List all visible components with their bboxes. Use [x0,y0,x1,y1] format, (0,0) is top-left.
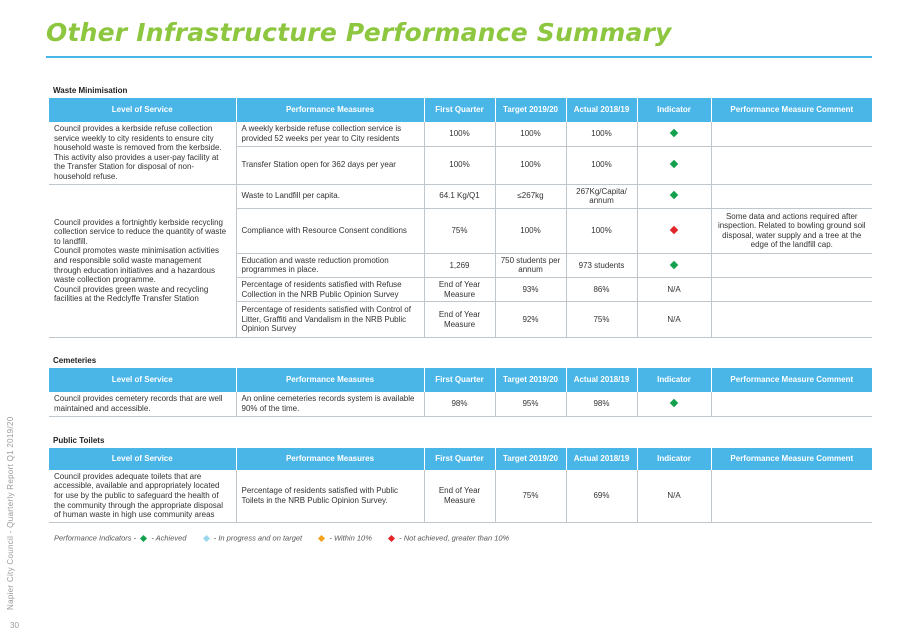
target-value: 100% [495,122,566,146]
header-target: Target 2019/20 [495,98,566,122]
actual-value: 100% [566,208,637,253]
comment-text [711,302,872,338]
legend-in-progress: - In progress and on target [213,533,303,543]
first-quarter-value: 75% [424,208,495,253]
section-title-cemeteries: Cemeteries [53,356,97,366]
first-quarter-value: End of Year Measure [424,470,495,523]
achieved-diamond-icon [140,534,147,541]
indicator-cell [637,208,711,253]
comment-text [711,122,872,146]
actual-value: 98% [566,392,637,417]
actual-value: 75% [566,302,637,338]
in-progress-diamond-icon [203,534,210,541]
side-footer-text: Napier City Council - Quarterly Report Q1 2019/20 [6,416,15,610]
actual-value: 100% [566,122,637,146]
table-row [49,122,872,146]
table-row [49,470,872,523]
header-level-of-service: Level of Service [49,448,236,470]
page-title: Other Infrastructure Performance Summary [46,18,672,47]
indicator-value: N/A [637,302,711,338]
header-indicator: Indicator [637,368,711,392]
first-quarter-value: 64.1 Kg/Q1 [424,184,495,208]
first-quarter-value: 1,269 [424,253,495,277]
legend-prefix: Performance Indicators - [54,533,137,543]
achieved-diamond-icon [670,129,678,137]
header-first-quarter: First Quarter [424,368,495,392]
actual-value: 973 students [566,253,637,277]
comment-text [711,253,872,277]
header-comment: Performance Measure Comment [711,98,872,122]
header-first-quarter: First Quarter [424,98,495,122]
measure-text: An online cemeteries records system is available 90% of the time. [236,392,424,417]
header-comment: Performance Measure Comment [711,368,872,392]
actual-value: 69% [566,470,637,523]
first-quarter-value: End of Year Measure [424,277,495,301]
indicator-value: N/A [637,277,711,301]
table-header-row [49,98,872,122]
title-divider [46,56,872,58]
performance-table [49,84,872,523]
target-value: 93% [495,277,566,301]
actual-value: 86% [566,277,637,301]
target-value: 75% [495,470,566,523]
target-value: 92% [495,302,566,338]
first-quarter-value: 100% [424,122,495,146]
table-header-row [49,448,872,470]
header-indicator: Indicator [637,448,711,470]
level-of-service-text: Council provides a fortnightly kerbside recycling collection service to reduce the quantity of waste to landfill. Council promotes waste minimisation activities and responsible solid waste management through education initiatives and a hazardous waste collection programme. Council provides green waste and recycling facilities at the Redclyffe Transfer Station [49,184,236,338]
first-quarter-value: 100% [424,146,495,184]
measure-text: Percentage of residents satisfied with Refuse Collection in the NRB Public Opinion Survey [236,277,424,301]
indicator-cell [637,253,711,277]
within-diamond-icon [318,534,325,541]
target-value: ≤267kg [495,184,566,208]
performance-legend [54,533,509,543]
legend-within: - Within 10% [329,533,372,543]
table-row [49,392,872,417]
target-value: 750 students per annum [495,253,566,277]
legend-not-achieved: - Not achieved, greater than 10% [399,533,510,543]
target-value: 95% [495,392,566,417]
indicator-cell [637,184,711,208]
achieved-diamond-icon [670,399,678,407]
level-of-service-text: Council provides cemetery records that are well maintained and accessible. [49,392,236,417]
actual-value: 100% [566,146,637,184]
comment-text [711,146,872,184]
measure-text: Compliance with Resource Consent conditions [236,208,424,253]
header-performance-measures: Performance Measures [236,368,424,392]
indicator-cell [637,146,711,184]
indicator-cell [637,122,711,146]
target-value: 100% [495,146,566,184]
header-actual: Actual 2018/19 [566,448,637,470]
achieved-diamond-icon [670,160,678,168]
table-header-row [49,368,872,392]
header-actual: Actual 2018/19 [566,98,637,122]
achieved-diamond-icon [670,191,678,199]
page-number: 30 [10,621,19,630]
header-actual: Actual 2018/19 [566,368,637,392]
header-target: Target 2019/20 [495,368,566,392]
first-quarter-value: 98% [424,392,495,417]
measure-text: Education and waste reduction promotion programmes in place. [236,253,424,277]
section-title-waste: Waste Minimisation [53,86,128,96]
header-level-of-service: Level of Service [49,98,236,122]
first-quarter-value: End of Year Measure [424,302,495,338]
header-indicator: Indicator [637,98,711,122]
header-first-quarter: First Quarter [424,448,495,470]
level-of-service-text: Council provides a kerbside refuse collection service weekly to city residents to ensure city household waste is removed from the kerbside. This activity also provides a user-pay facility at the Transfer Station for disposal of non-household refuse. [49,122,236,184]
comment-text [711,184,872,208]
header-performance-measures: Performance Measures [236,98,424,122]
comment-text [711,277,872,301]
measure-text: Percentage of residents satisfied with Control of Litter, Graffiti and Vandalism in the NRB Public Opinion Survey [236,302,424,338]
legend-achieved: - Achieved [151,533,187,543]
comment-text: Some data and actions required after inspection. Related to bowling ground soil disposal, water supply and a tree at the edge of the landfill cap. [711,208,872,253]
actual-value: 267Kg/Capita/ annum [566,184,637,208]
indicator-cell [637,392,711,417]
header-performance-measures: Performance Measures [236,448,424,470]
header-target: Target 2019/20 [495,448,566,470]
level-of-service-text: Council provides adequate toilets that are accessible, available and appropriately located for use by the public to safeguard the health of the community through the appropriate disposal of human waste in high use community areas [49,470,236,523]
not-achieved-diamond-icon [388,534,395,541]
comment-text [711,392,872,417]
measure-text: Waste to Landfill per capita. [236,184,424,208]
section-title-public-toilets: Public Toilets [53,436,105,446]
measure-text: Percentage of residents satisfied with Public Toilets in the NRB Public Opinion Survey. [236,470,424,523]
measure-text: A weekly kerbside refuse collection service is provided 52 weeks per year to City residents [236,122,424,146]
header-level-of-service: Level of Service [49,368,236,392]
header-comment: Performance Measure Comment [711,448,872,470]
not-achieved-diamond-icon [670,226,678,234]
measure-text: Transfer Station open for 362 days per year [236,146,424,184]
comment-text [711,470,872,523]
target-value: 100% [495,208,566,253]
table-row [49,184,872,208]
achieved-diamond-icon [670,260,678,268]
indicator-value: N/A [637,470,711,523]
